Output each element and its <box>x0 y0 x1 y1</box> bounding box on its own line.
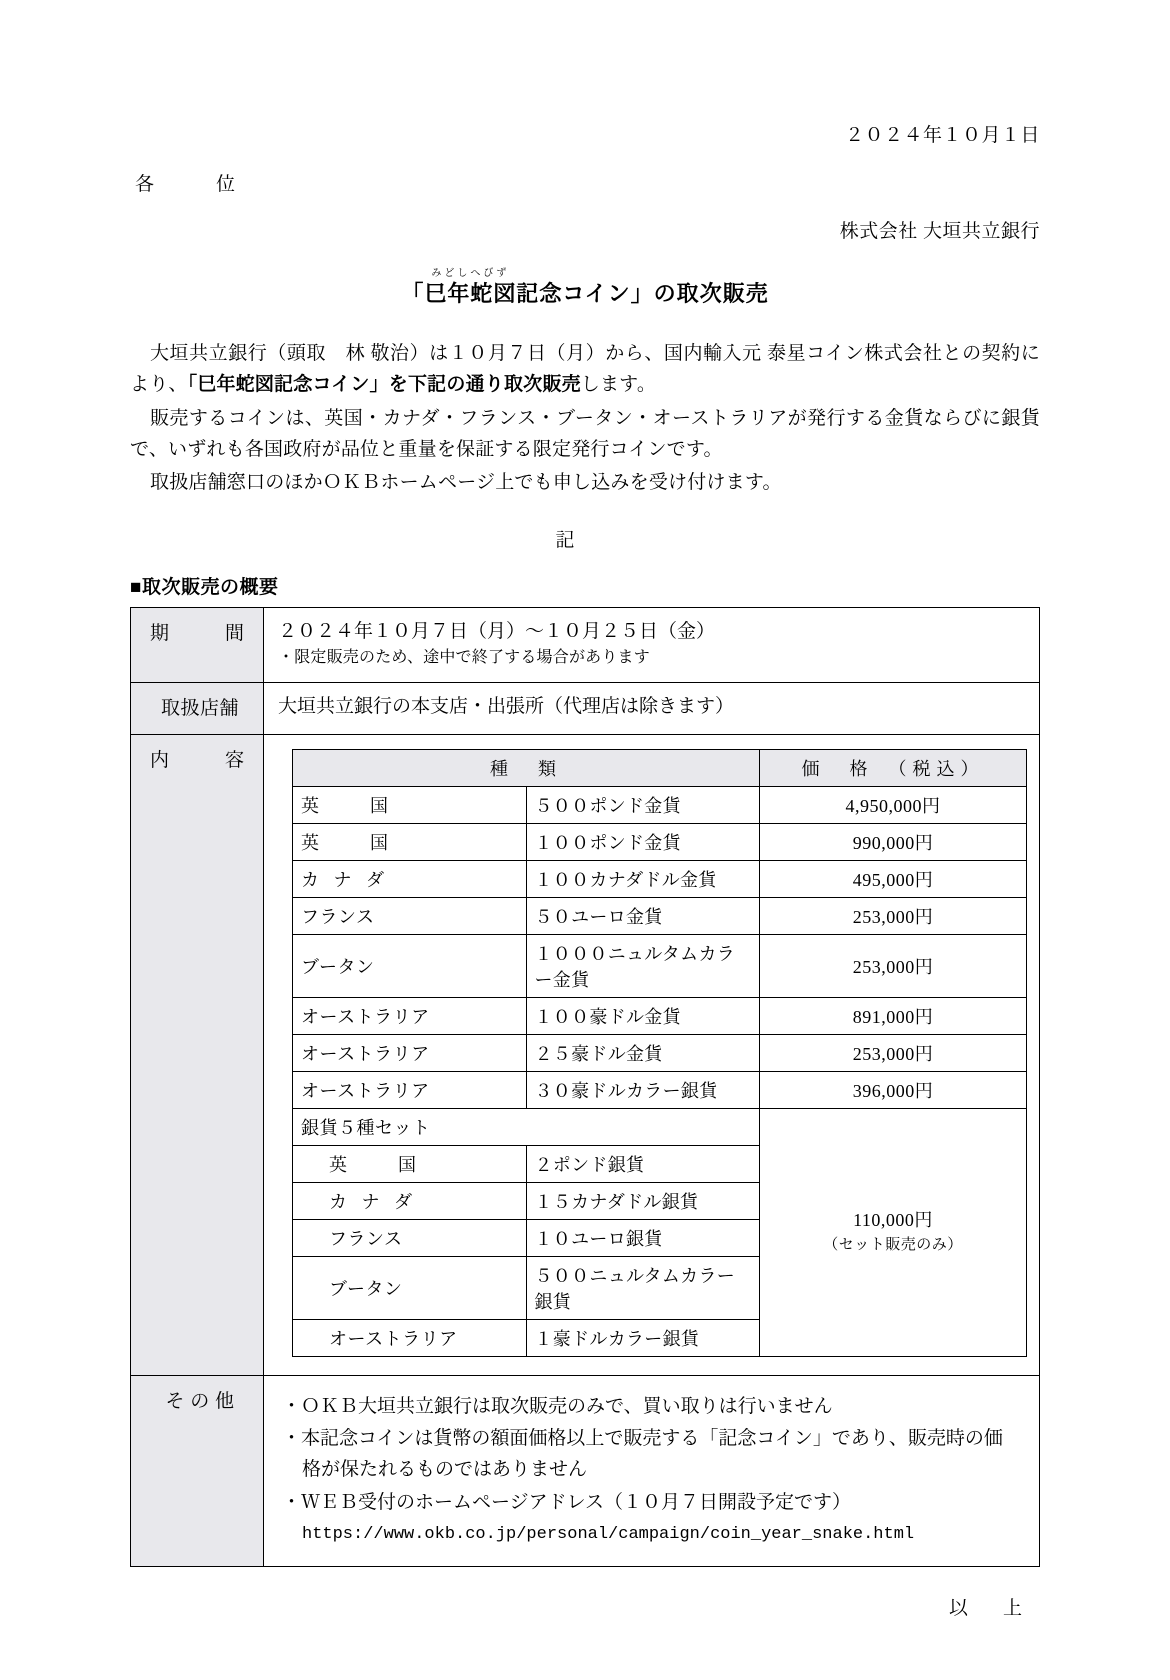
coin-country: オーストラリア <box>293 1071 527 1108</box>
coin-country: カ ナ ダ <box>293 860 527 897</box>
title-prefix: 「 <box>401 281 425 306</box>
table-row-other <box>131 1375 1040 1567</box>
addressee: 各 位 <box>135 174 244 195</box>
coin-name: ３０豪ドルカラー銀貨 <box>526 1071 760 1108</box>
other-item-2: ・本記念コインは貨幣の額面価格以上で販売する「記念コイン」であり、販売時の価格が保たれるものではありません <box>282 1428 1003 1481</box>
other-item-3: ・ＷＥＢ受付のホームページアドレス（１０月７日開設予定です） <box>282 1492 852 1514</box>
page-title <box>401 268 769 308</box>
table-row <box>293 860 1027 897</box>
row-value-period <box>264 607 1040 683</box>
table-row-set-label <box>293 1108 1027 1145</box>
body-paragraph-1 <box>130 338 1040 401</box>
coin-country: 英 国 <box>293 823 527 860</box>
coin-name: １００ポンド金貨 <box>526 823 760 860</box>
coin-country: ブータン <box>293 934 527 997</box>
coin-price: 4,950,000円 <box>760 786 1027 823</box>
row-label-content: 内 容 <box>131 734 264 1375</box>
title-ruby-base: 巳年蛇図 <box>424 281 517 306</box>
coin-price: 891,000円 <box>760 997 1027 1034</box>
table-row <box>293 1071 1027 1108</box>
table-row-period <box>131 607 1040 683</box>
coin-price: 396,000円 <box>760 1071 1027 1108</box>
row-label-other: そ の 他 <box>131 1375 264 1567</box>
coin-country: フランス <box>293 1219 527 1256</box>
table-row-content <box>131 734 1040 1375</box>
campaign-url[interactable]: https://www.okb.co.jp/personal/campaign/coin_year_snake.html <box>302 1524 915 1544</box>
title-ruby-group <box>424 268 517 308</box>
body-p1-part-a: 大垣共立銀行（頭取 林 敬治）は１０月７日（月）から、国内輸入元 泰星コイン株式会社との契約により、 <box>130 343 1040 396</box>
table-row <box>293 823 1027 860</box>
coin-country: オーストラリア <box>293 1034 527 1071</box>
coin-set-price: 110,000円 <box>853 1210 933 1231</box>
coin-price: 495,000円 <box>760 860 1027 897</box>
table-row <box>293 934 1027 997</box>
other-item-1: ・ＯＫＢ大垣共立銀行は取次販売のみで、買い取りは行いません <box>282 1395 833 1417</box>
coin-country: 英 国 <box>293 1145 527 1182</box>
coin-name: ２ポンド銀貨 <box>526 1145 760 1182</box>
table-row <box>293 786 1027 823</box>
coin-name: ２５豪ドル金貨 <box>526 1034 760 1071</box>
coin-name: １０００ニュルタムカラー金貨 <box>526 934 760 997</box>
document-date: ２０２４年１０月１日 <box>844 125 1040 146</box>
coin-name: １０ユーロ銀貨 <box>526 1219 760 1256</box>
body-paragraph-3: 取扱店舗窓口のほかＯＫＢホームページ上でも申し込みを受け付けます。 <box>150 472 782 494</box>
table-row <box>293 1034 1027 1071</box>
coin-price: 990,000円 <box>760 823 1027 860</box>
coin-set-price-note: （セット販売のみ） <box>823 1237 963 1254</box>
coin-name: １５カナダドル銀貨 <box>526 1182 760 1219</box>
row-value-content <box>264 734 1040 1375</box>
period-value: ２０２４年１０月７日（月）～１０月２５日（金） <box>278 620 716 642</box>
row-value-other <box>264 1375 1040 1567</box>
body-p1-part-c: します。 <box>580 374 657 396</box>
coin-price: 253,000円 <box>760 897 1027 934</box>
coin-name: １豪ドルカラー銀貨 <box>526 1319 760 1356</box>
coin-price: 253,000円 <box>760 1034 1027 1071</box>
coin-country: フランス <box>293 897 527 934</box>
table-row <box>293 997 1027 1034</box>
coin-country: オーストラリア <box>293 997 527 1034</box>
coin-country: カ ナ ダ <box>293 1182 527 1219</box>
table-row <box>293 897 1027 934</box>
coin-name: ５００ポンド金貨 <box>526 786 760 823</box>
coin-price-table <box>292 749 1027 1357</box>
title-block <box>130 268 1040 308</box>
coin-header-price: 価 格 （税込） <box>760 749 1027 786</box>
coin-table-header <box>293 749 1027 786</box>
title-ruby: みどしへびず <box>431 268 510 279</box>
summary-table <box>130 607 1040 1568</box>
coin-set-price-cell <box>760 1108 1027 1356</box>
coin-set-label: 銀貨５種セット <box>293 1108 760 1145</box>
issuer-name: 株式会社 大垣共立銀行 <box>839 221 1040 242</box>
coin-name: １００豪ドル金貨 <box>526 997 760 1034</box>
ki-marker: 記 <box>555 529 575 551</box>
coin-country: 英 国 <box>293 786 527 823</box>
coin-header-type: 種 類 <box>293 749 760 786</box>
coin-price: 253,000円 <box>760 934 1027 997</box>
row-label-period: 期 間 <box>131 607 264 683</box>
section-heading: ■取次販売の概要 <box>130 576 279 598</box>
coin-name: １００カナダドル金貨 <box>526 860 760 897</box>
table-row-branch <box>131 683 1040 735</box>
body-p1-part-b: 「巳年蛇図記念コイン」を下記の通り取次販売 <box>187 374 581 396</box>
coin-country: ブータン <box>293 1256 527 1319</box>
body-paragraph-2: 販売するコインは、英国・カナダ・フランス・ブータン・オーストラリアが発行する金貨ならびに銀貨で、いずれも各国政府が品位と重量を保証する限定発行コインです。 <box>130 407 1040 461</box>
coin-name: ５００ニュルタムカラー銀貨 <box>526 1256 760 1319</box>
coin-name: ５０ユーロ金貨 <box>526 897 760 934</box>
row-value-branch: 大垣共立銀行の本支店・出張所（代理店は除きます） <box>264 683 1040 735</box>
title-suffix: 記念コイン」の取次販売 <box>516 281 769 306</box>
period-note: ・限定販売のため、途中で終了する場合があります <box>278 649 650 667</box>
closing-mark: 以 上 <box>948 1598 1030 1620</box>
row-label-branch: 取扱店舗 <box>131 683 264 735</box>
coin-country: オーストラリア <box>293 1319 527 1356</box>
